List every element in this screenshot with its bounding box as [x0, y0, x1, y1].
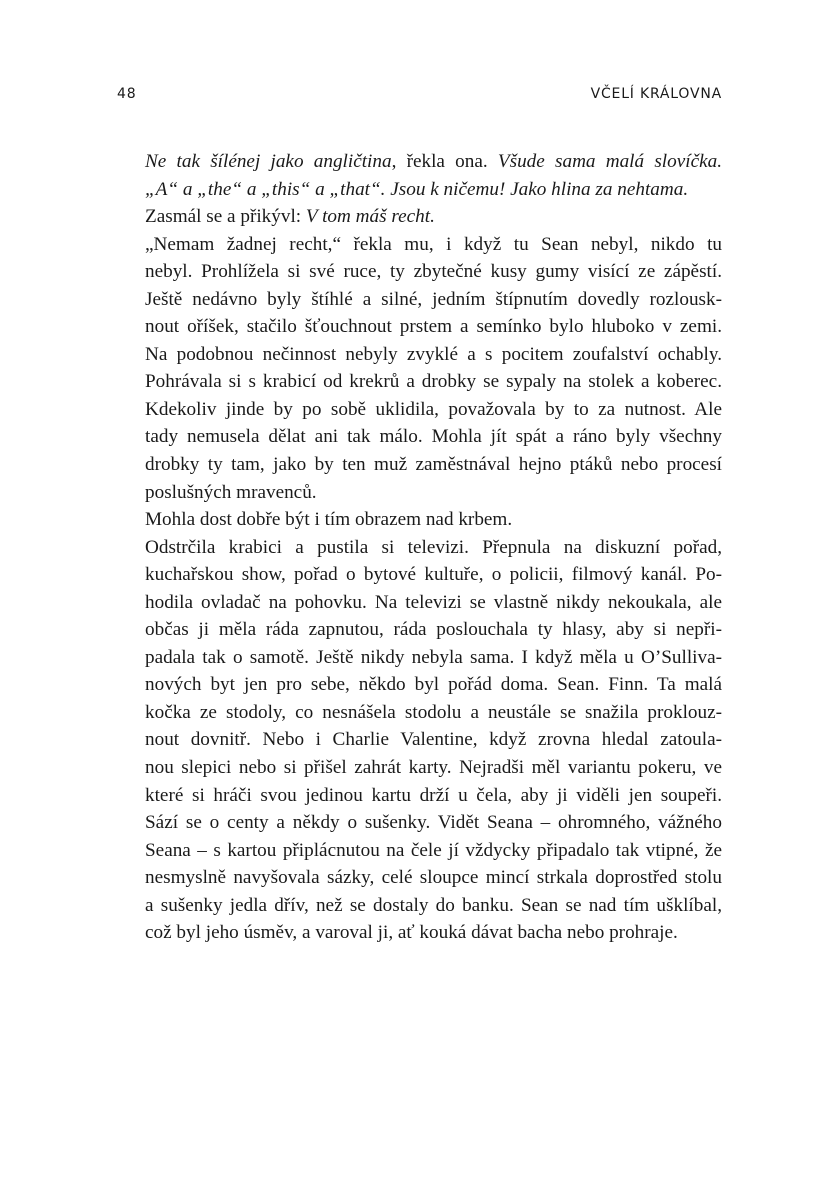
text-run: kočka ze stodoly, co nesnášela stodolu a neustále se snažila proklouz- — [145, 701, 722, 723]
text-run: nebyl. Prohlížela si své ruce, ty zbytečné kusy gumy visící ze zápěstí. — [145, 261, 722, 283]
text-line — [117, 258, 722, 286]
text-line — [117, 589, 722, 617]
text-line — [117, 368, 722, 396]
text-line — [117, 148, 722, 176]
text-run: „Nemam žadnej recht,“ řekla mu, i když tu Sean nebyl, nikdo tu — [145, 233, 722, 255]
text-line — [117, 892, 722, 920]
text-run: Seana – s kartou připlácnutou na čele jí vždycky připadalo tak vtipné, že — [145, 839, 722, 861]
text-line — [117, 809, 722, 837]
text-run: Na podobnou nečinnost nebyly zvyklé a s pocitem zoufalství ochably. — [145, 343, 722, 365]
italic-run: „A“ a „the“ a „this“ a „that“. Jsou k ničemu! Jako hlina za nehtama. — [145, 178, 689, 200]
text-run: hodila ovladač na pohovku. Na televizi se vlastně nikdy nekoukala, ale — [145, 591, 722, 613]
text-run: Mohla dost dobře být i tím obrazem nad krbem. — [145, 509, 513, 531]
text-line — [117, 782, 722, 810]
italic-run: Všude sama malá slovíčka. — [497, 151, 722, 172]
text-line — [117, 423, 722, 451]
text-run: a sušenky jedla dřív, než se dostaly do banku. Sean se nad tím ušklíbal, — [145, 894, 722, 916]
text-run: Zasmál se a přikývl: — [145, 206, 306, 228]
text-line — [117, 396, 722, 424]
paragraph — [117, 506, 722, 534]
text-line — [117, 176, 722, 204]
text-run: nout oříšek, stačilo šťouchnout prstem a semínko bylo hluboko v zemi. — [145, 316, 722, 338]
text-run: Ještě nedávno byly štíhlé a silné, jedním štípnutím dovedly rozlousk- — [145, 288, 722, 310]
text-line — [117, 534, 722, 562]
body-text — [117, 148, 722, 947]
text-run: Pohrávala si s krabicí od krekrů a drobky se sypaly na stolek a koberec. — [145, 371, 722, 393]
text-line — [117, 341, 722, 369]
text-run: nou slepici nebo si přišel zahrát karty. Nejradši měl variantu pokeru, ve — [145, 757, 722, 779]
running-title: VČELÍ KRÁLOVNA — [590, 86, 722, 102]
text-run: , řekla ona. — [391, 151, 498, 172]
text-line — [117, 837, 722, 865]
text-line — [117, 479, 722, 507]
text-run: nout dovnitř. Nebo i Charlie Valentine, když zrovna hledal zatoula- — [145, 729, 722, 751]
text-run: drobky ty tam, jako by ten muž zaměstnával hejno ptáků nebo procesí — [145, 454, 722, 476]
text-run: Sází se o centy a někdy o sušenky. Vidět Seana – ohromného, vážného — [145, 812, 722, 834]
text-line — [117, 864, 722, 892]
paragraph — [117, 231, 722, 506]
text-line — [117, 616, 722, 644]
text-line — [117, 726, 722, 754]
text-run: tady nemusela dělat ani tak málo. Mohla jít spát a ráno byly všechny — [145, 426, 722, 448]
text-run: Odstrčila krabici a pustila si televizi. Přepnula na diskuzní pořad, — [145, 536, 722, 558]
text-run: Kdekoliv jinde by po sobě uklidila, považovala by to za nutnost. Ale — [145, 398, 722, 420]
text-line — [117, 313, 722, 341]
text-run: nesmyslně navyšovala sázky, celé sloupce mincí strkala doprostřed stolu — [145, 867, 722, 889]
paragraph — [117, 203, 722, 231]
text-line — [117, 561, 722, 589]
text-run: občas ji měla ráda zapnutou, ráda poslouchala ty hlasy, aby si nepři- — [145, 619, 722, 641]
text-line — [117, 203, 722, 231]
text-run: což byl jeho úsměv, a varoval ji, ať kouká dávat bacha nebo prohraje. — [145, 922, 678, 944]
page-header — [117, 86, 722, 110]
text-run: nových byt jen pro sebe, někdo byl pořád doma. Sean. Finn. Ta malá — [145, 674, 722, 696]
text-run: poslušných mravenců. — [145, 481, 317, 503]
paragraph — [117, 534, 722, 947]
italic-run: V tom máš recht. — [305, 206, 435, 228]
text-line — [117, 286, 722, 314]
text-run: padala tak o samotě. Ještě nikdy nebyla sama. I když měla u O’Sulliva- — [145, 646, 722, 668]
text-line — [117, 699, 722, 727]
paragraph — [117, 148, 722, 203]
text-line — [117, 754, 722, 782]
text-line — [117, 506, 722, 534]
italic-run: Ne tak šílénej jako angličtina — [145, 151, 392, 172]
text-run: kuchařskou show, pořad o bytové kultuře, o policii, filmový kanál. Po- — [145, 564, 722, 586]
text-line — [117, 451, 722, 479]
page-number: 48 — [117, 86, 137, 102]
text-line — [117, 919, 722, 947]
text-run: které si hráči svou jedinou kartu drží u čela, aby ji viděli jen soupeři. — [145, 784, 722, 806]
text-line — [117, 231, 722, 259]
text-line — [117, 671, 722, 699]
text-line — [117, 644, 722, 672]
